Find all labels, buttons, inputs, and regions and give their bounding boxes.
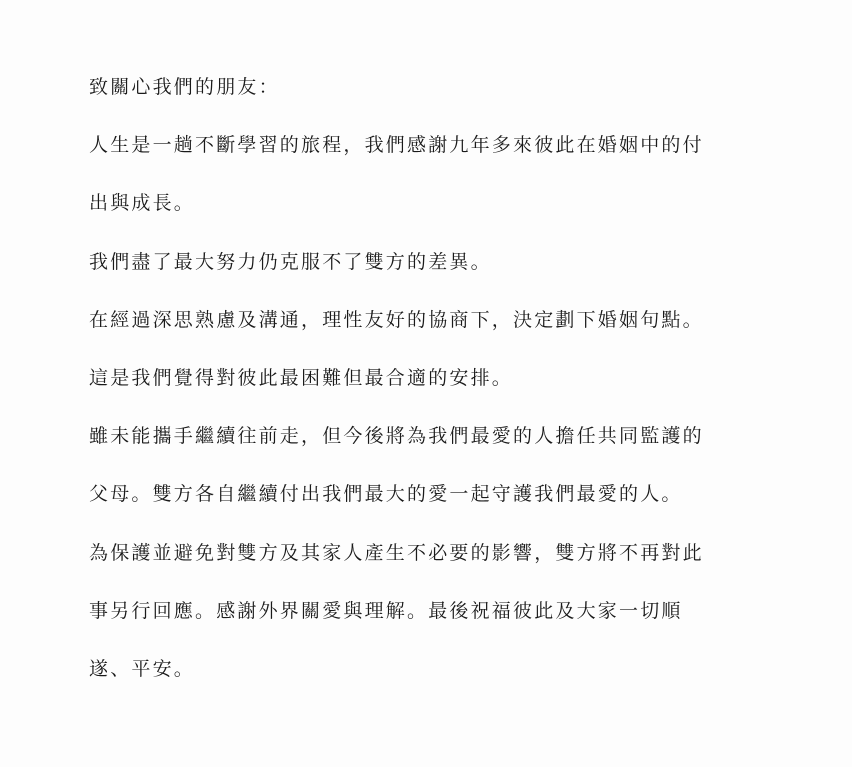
body-line: 雖未能攜手繼續往前走，但今後將為我們最愛的人擔任共同監護的	[89, 425, 704, 448]
body-line: 為保護並避免對雙方及其家人產生不必要的影響，雙方將不再對此	[89, 541, 704, 564]
salutation: 致關心我們的朋友：	[89, 76, 280, 98]
body-line: 事另行回應。感謝外界關愛與理解。最後祝福彼此及大家一切順	[89, 599, 683, 622]
body-line: 人生是一趟不斷學習的旅程，我們感謝九年多來彼此在婚姻中的付	[89, 134, 704, 157]
body-line: 這是我們覺得對彼此最困難但最合適的安排。	[89, 366, 514, 389]
body-line: 在經過深思熟慮及溝通，理性友好的協商下，決定劃下婚姻句點。	[89, 308, 704, 331]
body-line: 我們盡了最大努力仍克服不了雙方的差異。	[89, 250, 492, 273]
statement-letter	[89, 70, 789, 710]
closing-line: 遂、平安。	[89, 657, 196, 680]
body-line: 出與成長。	[89, 192, 196, 215]
body-line: 父母。雙方各自繼續付出我們最大的愛一起守護我們最愛的人。	[89, 483, 683, 506]
